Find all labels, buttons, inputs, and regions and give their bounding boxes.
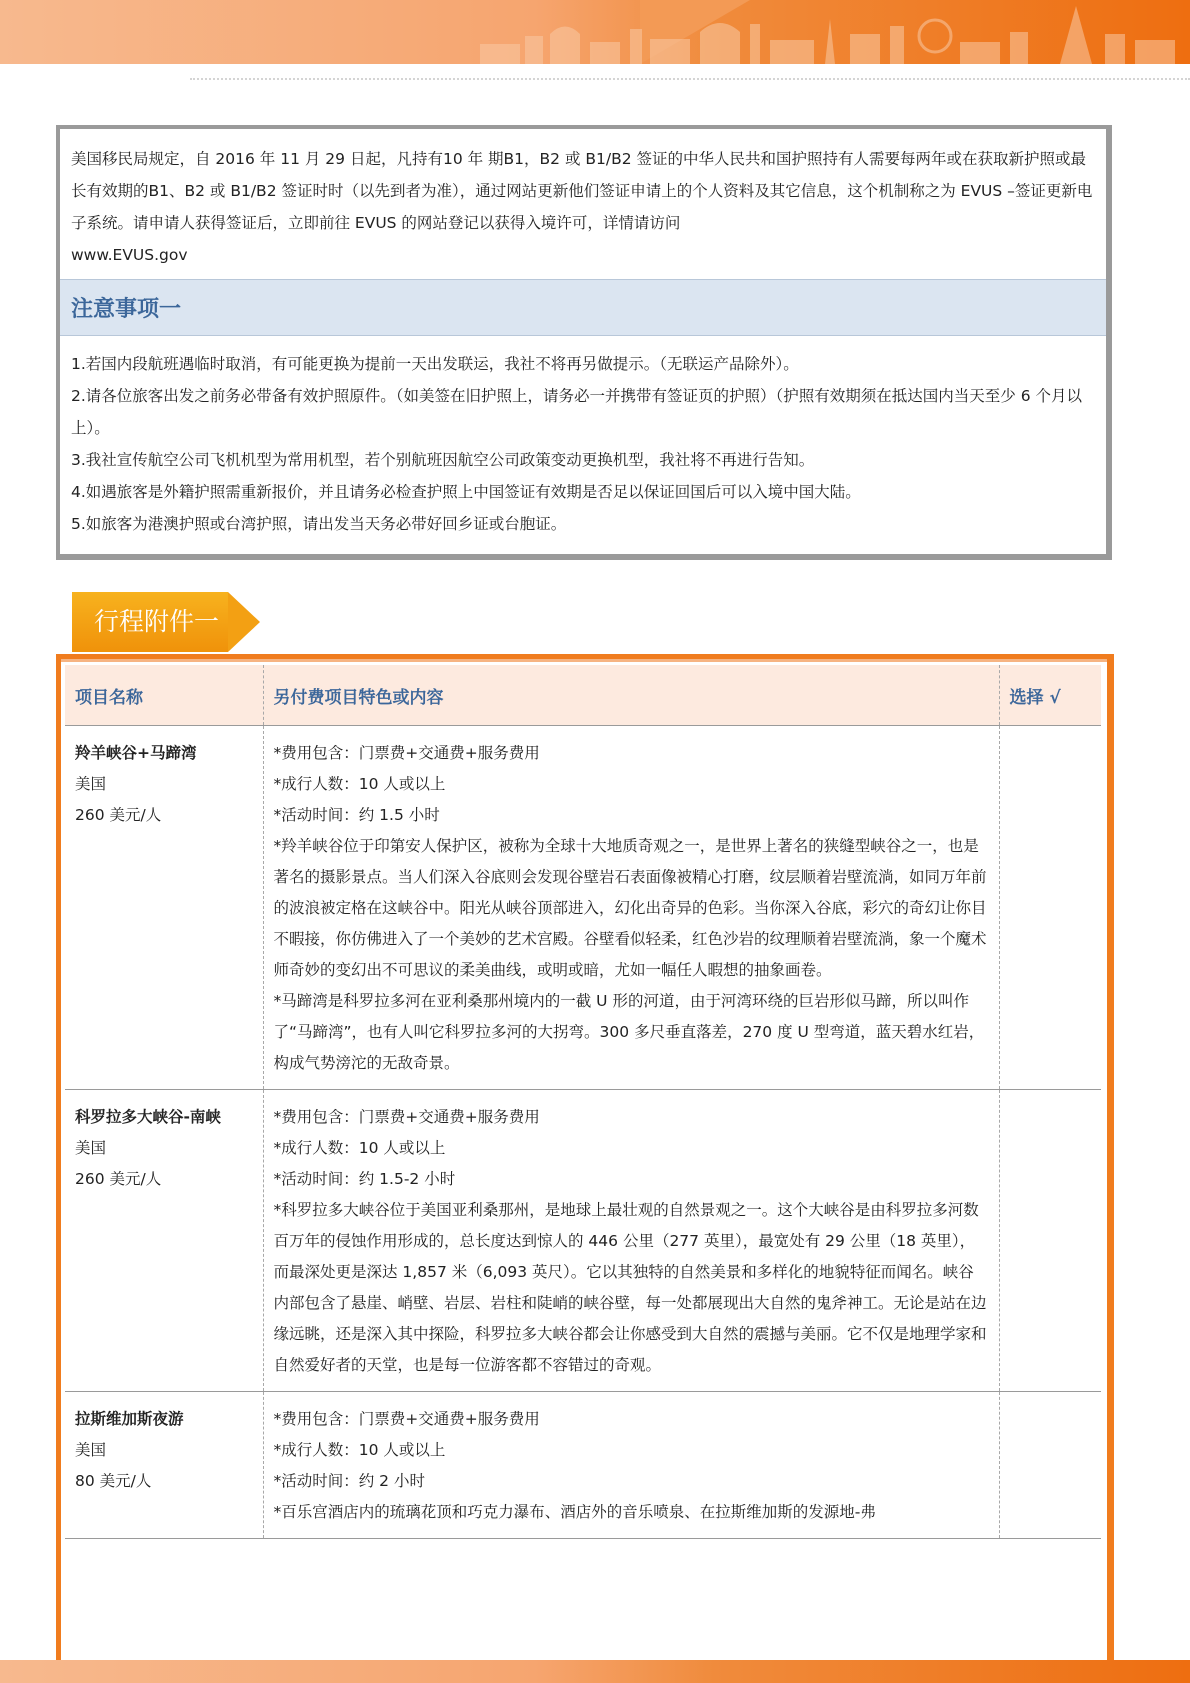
tag-arrow-icon [228,592,260,652]
notice-item: 5.如旅客为港澳护照或台湾护照，请出发当天务必带好回乡证或台胞证。 [71,515,567,533]
notice-item: 4.如遇旅客是外籍护照需重新报价，并且请务必检查护照上中国签证有效期是否足以保证回国后可以入境中国大陆。 [71,483,861,501]
notice-item: 3.我社宣传航空公司飞机机型为常用机型，若个别航班因航空公司政策变动更换机型，我社将不再进行告知。 [71,451,815,469]
notice-item: 2.请各位旅客出发之前务必带备有效护照原件。（如美签在旧护照上，请务必一并携带有签证页的护照）（护照有效期须在抵达国内当天至少 6 个月以上）。 [71,387,1083,437]
evus-notice-text: 美国移民局规定，自 2016 年 11 月 29 日起，凡持有10 年 期B1，B2 或 B1/B2 签证的中华人民共和国护照持有人需要每两年或在获取新护照或最长有效期的B1、B2 或 B1/B2 签证时时（以先到者为准），通过网站更新他们签证申请上的个人资料及其它信息，这个机制称之为 EVUS –签证更新电子系统。请申请人获得签证后，立即前往 EVUS 的网站登记以获得入境许可，详情请访问 [71,150,1093,232]
header-item-content: 另付费项目特色或内容 [263,665,999,726]
header-banner [0,0,1190,64]
item-name: 羚羊峡谷+马蹄湾 [75,744,197,762]
notice-heading: 注意事项一 [60,279,1106,336]
item-name: 科罗拉多大峡谷-南峡 [75,1108,221,1126]
evus-link[interactable]: www.EVUS.gov [71,246,188,264]
table-row [65,1090,1101,1392]
item-country: 美国 [75,775,107,793]
item-people-line: *成行人数：10 人或以上 [273,1139,446,1157]
table-header-row [65,665,1101,726]
item-country: 美国 [75,1441,107,1459]
item-price: 260 美元/人 [75,1170,162,1188]
section-tag [72,592,260,652]
table-row [65,1392,1101,1539]
item-duration-line: *活动时间：约 2 小时 [273,1472,425,1490]
itinerary-table-frame [56,654,1114,1660]
notice-box [56,125,1112,560]
item-description-cell [263,1392,999,1539]
item-country: 美国 [75,1139,107,1157]
item-info-cell [65,1090,263,1392]
itinerary-table [65,665,1101,1539]
item-select-cell[interactable] [999,726,1101,1090]
footer-banner [0,1660,1190,1683]
dotted-divider [190,78,1190,80]
item-price: 260 美元/人 [75,806,162,824]
item-detail-line: *科罗拉多大峡谷位于美国亚利桑那州，是地球上最壮观的自然景观之一。这个大峡谷是由科罗拉多河数百万年的侵蚀作用形成的，总长度达到惊人的 446 公里（277 英里），最宽处有 29 公里（18 英里），而最深处更是深达 1,857 米（6,093 英尺）。它以其独特的自然美景和多样化的地貌特征而闻名。峡谷内部包含了悬崖、峭壁、岩层、岩柱和陡峭的峡谷壁，每一处都展现出大自然的鬼斧神工。无论是站在边缘远眺，还是深入其中探险，科罗拉多大峡谷都会让你感受到大自然的震撼与美丽。它不仅是地理学家和自然爱好者的天堂，也是每一位游客都不容错过的奇观。 [273,1201,987,1374]
item-detail-line: *羚羊峡谷位于印第安人保护区，被称为全球十大地质奇观之一，是世界上著名的狭缝型峡谷之一，也是著名的摄影景点。当人们深入谷底则会发现谷壁岩石表面像被精心打磨，纹层顺着岩壁流淌，如同万年前的波浪被定格在这峡谷中。阳光从峡谷顶部进入，幻化出奇异的色彩。当你深入谷底，彩穴的奇幻让你目不暇接，你仿佛进入了一个美妙的艺术宫殿。谷壁看似轻柔，红色沙岩的纹理顺着岩壁流淌，象一个魔术师奇妙的变幻出不可思议的柔美曲线，或明或暗，尤如一幅任人暇想的抽象画卷。 [273,837,987,979]
section-title: 行程附件一 [94,607,220,636]
item-detail-line: *百乐宫酒店内的琉璃花顶和巧克力瀑布、酒店外的音乐喷泉、在拉斯维加斯的发源地-弗 [273,1503,876,1521]
item-description-cell [263,726,999,1090]
city-skyline-icon [480,4,1180,64]
evus-notice [60,129,1106,279]
item-duration-line: *活动时间：约 1.5 小时 [273,806,440,824]
header-item-name: 项目名称 [65,665,263,726]
item-fee-line: *费用包含：门票费+交通费+服务费用 [273,1410,540,1428]
item-detail-line: *马蹄湾是科罗拉多河在亚利桑那州境内的一截 U 形的河道，由于河湾环绕的巨岩形似马蹄，所以叫作了“马蹄湾”，也有人叫它科罗拉多河的大拐弯。300 多尺垂直落差，270 度 U 型弯道，蓝天碧水红岩，构成气势滂沱的无敌奇景。 [273,992,985,1072]
item-people-line: *成行人数：10 人或以上 [273,775,446,793]
item-fee-line: *费用包含：门票费+交通费+服务费用 [273,744,540,762]
item-select-cell[interactable] [999,1090,1101,1392]
item-info-cell [65,1392,263,1539]
item-info-cell [65,726,263,1090]
item-fee-line: *费用包含：门票费+交通费+服务费用 [273,1108,540,1126]
item-duration-line: *活动时间：约 1.5-2 小时 [273,1170,456,1188]
item-select-cell[interactable] [999,1392,1101,1539]
item-price: 80 美元/人 [75,1472,152,1490]
item-people-line: *成行人数：10 人或以上 [273,1441,446,1459]
item-description-cell [263,1090,999,1392]
header-select: 选择 √ [999,665,1101,726]
notice-list [60,336,1106,554]
item-name: 拉斯维加斯夜游 [75,1410,184,1428]
notice-item: 1.若国内段航班遇临时取消，有可能更换为提前一天出发联运，我社不将再另做提示。（无联运产品除外）。 [71,355,799,373]
table-row [65,726,1101,1090]
